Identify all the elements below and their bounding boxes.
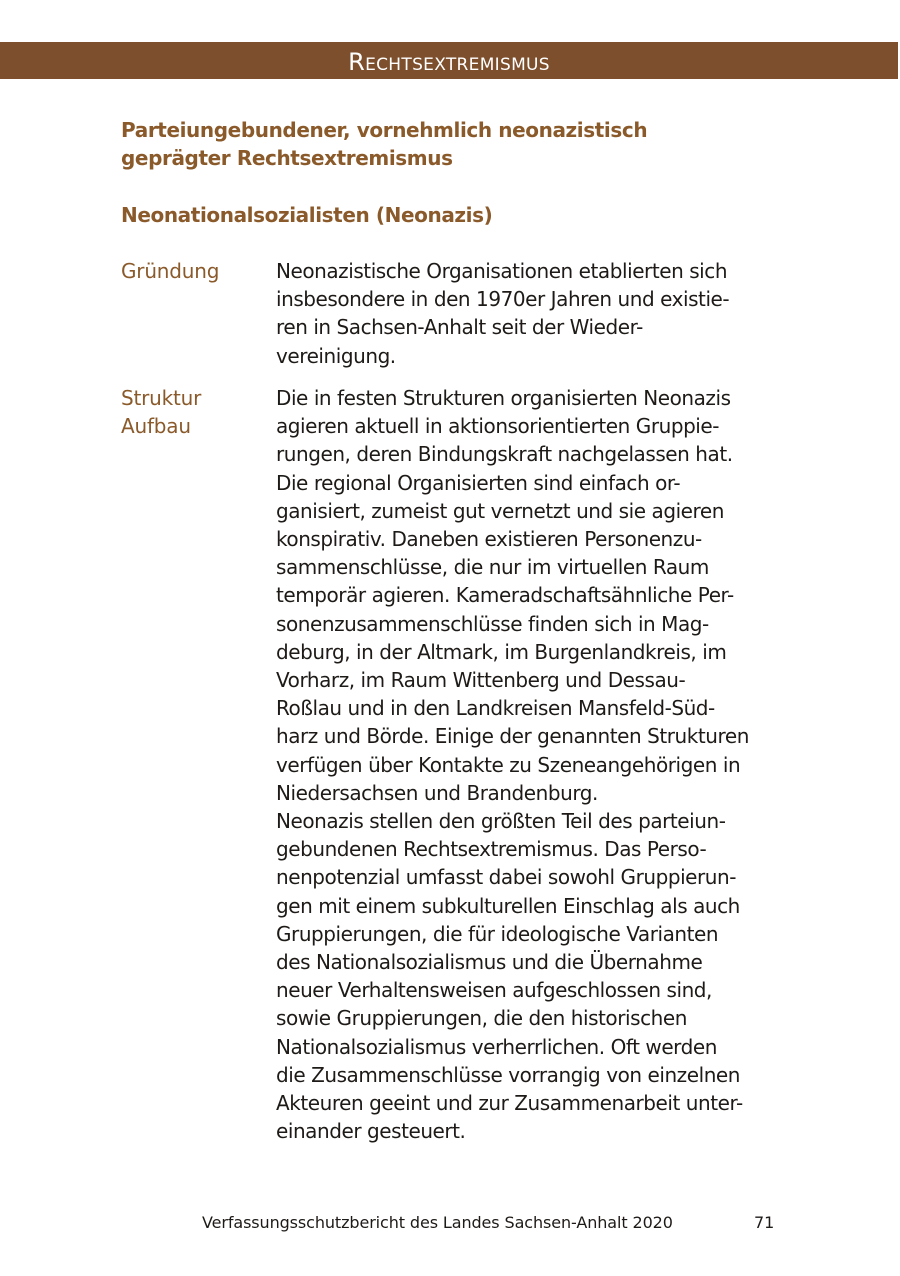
page-number: 71 — [754, 1213, 775, 1232]
text-line: ganisiert, zumeist gut vernetzt und sie agieren — [276, 498, 724, 523]
section-heading-line: Parteiungebundener, vornehmlich neonazistisch — [121, 118, 648, 142]
text-line: Neonazis stellen den größten Teil des parteiun- — [276, 809, 726, 834]
page-footer — [0, 1213, 900, 1241]
text-line: Roßlau und in den Landkreisen Mansfeld-Süd- — [276, 696, 715, 721]
section-heading — [121, 116, 761, 172]
text-line: Nationalsozialismus verherrlichen. Oft werden — [276, 1034, 717, 1059]
text-line: sonenzusammenschlüsse finden sich in Mag- — [276, 611, 709, 636]
text-line: die Zusammenschlüsse vorrangig von einzelnen — [276, 1062, 740, 1087]
text-line: deburg, in der Altmark, im Burgenlandkreis, im — [276, 639, 727, 664]
text-line: Die regional Organisierten sind einfach or- — [276, 470, 681, 495]
text-line: agieren aktuell in aktionsorientierten Gruppie- — [276, 414, 720, 439]
entry-label-line: Gründung — [121, 259, 220, 283]
text-line: ren in Sachsen-Anhalt seit der Wieder- — [276, 315, 643, 340]
text-line: Die in festen Strukturen organisierten Neonazis — [276, 386, 731, 410]
entry-label-line: Struktur — [121, 386, 202, 410]
entry-label-gruendung — [121, 257, 219, 285]
text-line: sammenschlüsse, die nur im virtuellen Raum — [276, 555, 709, 580]
text-line: Vorharz, im Raum Wittenberg und Dessau- — [276, 668, 686, 693]
entry-label-struktur — [121, 384, 201, 440]
text-line: Gruppierungen, die für ideologische Varianten — [276, 921, 719, 946]
text-line: temporär agieren. Kameradschaftsähnliche Per- — [276, 583, 734, 608]
entry-label-line: Aufbau — [121, 414, 191, 439]
text-line: vereinigung. — [276, 343, 396, 368]
text-line: einander gesteuert. — [276, 1119, 466, 1144]
section-heading-line: geprägter Rechtsextremismus — [121, 146, 453, 170]
footer-text: Verfassungsschutzbericht des Landes Sachsen-Anhalt 2020 — [202, 1213, 673, 1232]
text-line: konspirativ. Daneben existieren Personenzu- — [276, 527, 702, 552]
text-line: des Nationalsozialismus und die Übernahme — [276, 950, 703, 975]
text-line: gebundenen Rechtsextremismus. Das Perso- — [276, 837, 707, 862]
text-line: verfügen über Kontakte zu Szeneangehörigen in — [276, 752, 741, 777]
text-line: rungen, deren Bindungskraft nachgelassen hat. — [276, 442, 733, 467]
text-line: insbesondere in den 1970er Jahren und existie- — [276, 287, 730, 312]
page-title: Rechtsextremismus — [348, 48, 550, 76]
text-line: harz und Börde. Einige der genannten Strukturen — [276, 724, 749, 749]
text-line: nenpotenzial umfasst dabei sowohl Gruppierun- — [276, 865, 737, 890]
text-line: Niedersachsen und Brandenburg. — [276, 780, 598, 805]
text-line: neuer Verhaltensweisen aufgeschlossen sind, — [276, 978, 712, 1003]
text-line: Akteuren geeint und zur Zusammenarbeit unter- — [276, 1091, 743, 1116]
header-bar — [0, 42, 898, 79]
subheading: Neonationalsozialisten (Neonazis) — [121, 203, 493, 227]
text-line: gen mit einem subkulturellen Einschlag als auch — [276, 893, 740, 918]
entry-text-gruendung — [276, 257, 776, 370]
entry-text-struktur — [276, 384, 776, 1145]
text-line: Neonazistische Organisationen etablierten sich — [276, 259, 728, 283]
text-line: sowie Gruppierungen, die den historischen — [276, 1006, 687, 1031]
